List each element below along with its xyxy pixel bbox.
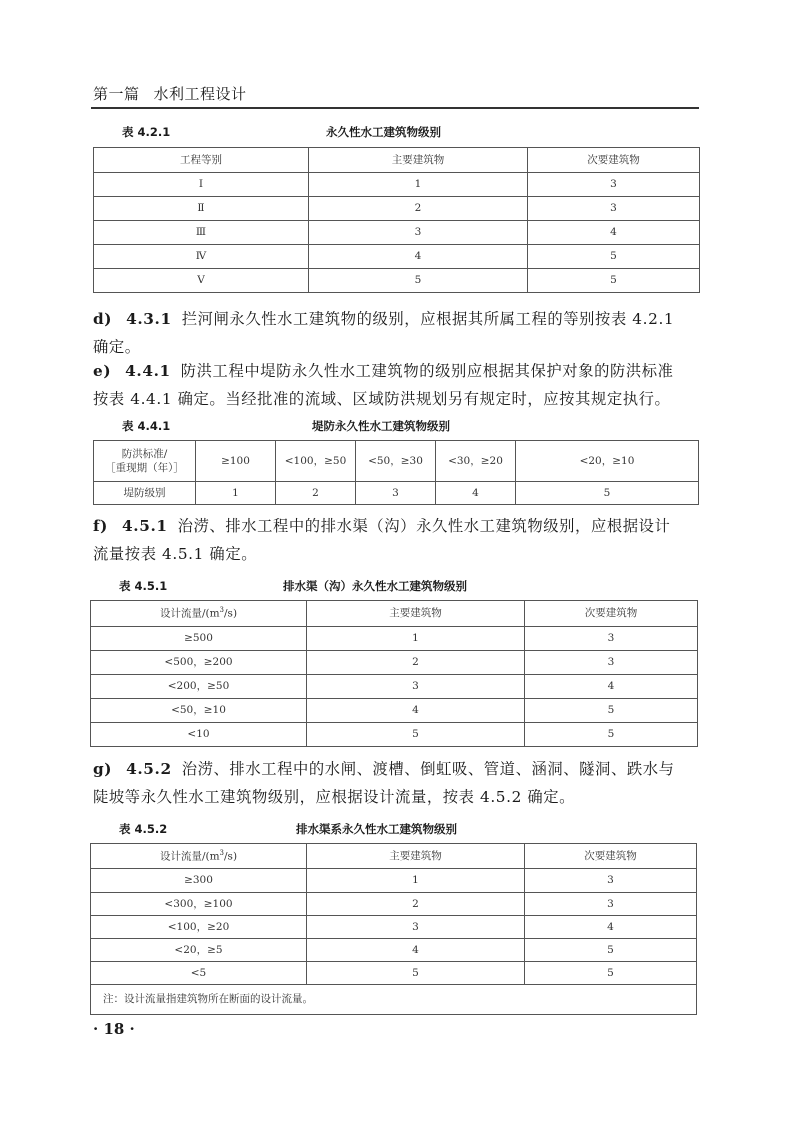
table-row	[91, 939, 697, 962]
paragraph-label: d)	[93, 310, 113, 328]
paragraph-text: 治涝、排水工程中的排水渠（沟）永久性水工建筑物级别，应根据设计	[177, 517, 671, 535]
header-text: 设计流量/(m	[159, 850, 220, 863]
cell: ≥500	[91, 627, 307, 651]
running-head	[93, 83, 247, 104]
cell: <5	[91, 962, 307, 985]
cell: ≥300	[91, 869, 307, 893]
cell: <100，≥20	[91, 916, 307, 939]
paragraph-text-continued: 陡坡等永久性水工建筑物级别，应根据设计流量，按表 4.5.2 确定。	[93, 788, 576, 806]
cell: <50，≥30	[356, 441, 436, 482]
cell: 5	[525, 939, 697, 962]
header-cell: 次要建筑物	[528, 148, 700, 173]
cell: 1	[309, 173, 528, 197]
cell: <500，≥200	[91, 651, 307, 675]
cell: 3	[525, 893, 697, 916]
table-row	[94, 173, 700, 197]
page-number: · 18 ·	[93, 1020, 135, 1038]
table-row	[91, 699, 698, 723]
table-header-row	[91, 844, 697, 869]
header-cell: 次要建筑物	[525, 844, 697, 869]
row-label-cell	[94, 441, 196, 482]
table-4-5-2-number: 表 4.5.2	[119, 822, 168, 836]
cell: 4	[309, 245, 528, 269]
paragraph-label: f)	[93, 517, 109, 535]
table-row	[91, 893, 697, 916]
table-row	[94, 197, 700, 221]
table-note: 注：设计流量指建筑物所在断面的设计流量。	[91, 985, 697, 1015]
cell: 5	[307, 962, 525, 985]
cell: 5	[307, 723, 525, 747]
cell: <20，≥5	[91, 939, 307, 962]
row-label-cell: 堤防级别	[94, 482, 196, 505]
clause-number: 4.5.1	[122, 517, 168, 535]
cell: 2	[276, 482, 356, 505]
cell: 3	[307, 675, 525, 699]
header-text: 设计流量/(m	[159, 607, 220, 620]
cell: 3	[525, 651, 698, 675]
paragraph-text-continued: 流量按表 4.5.1 确定。	[93, 545, 258, 563]
cell: 3	[528, 197, 700, 221]
header-cell-flow	[91, 601, 307, 627]
cell: Ⅴ	[94, 269, 309, 293]
cell: <30，≥20	[436, 441, 516, 482]
table-row	[94, 269, 700, 293]
cell: 4	[525, 675, 698, 699]
cell: 3	[356, 482, 436, 505]
running-head-title: 水利工程设计	[153, 85, 247, 103]
cell: 4	[436, 482, 516, 505]
paragraph-f	[93, 512, 701, 568]
header-cell: 主要建筑物	[307, 844, 525, 869]
cell: 3	[307, 916, 525, 939]
paragraph-text: 治涝、排水工程中的水闸、渡槽、倒虹吸、管道、涵洞、隧洞、跌水与	[181, 760, 675, 778]
table-row	[91, 962, 697, 985]
cell: 1	[196, 482, 276, 505]
cell: <50，≥10	[91, 699, 307, 723]
header-rule	[91, 107, 699, 109]
cell: 5	[525, 699, 698, 723]
table-row	[91, 651, 698, 675]
table-row-flood-standard	[94, 441, 699, 482]
cell: <10	[91, 723, 307, 747]
table-row	[94, 245, 700, 269]
cell: 5	[309, 269, 528, 293]
cell: Ⅰ	[94, 173, 309, 197]
table-row	[91, 675, 698, 699]
paragraph-d	[93, 305, 701, 361]
header-cell: 主要建筑物	[309, 148, 528, 173]
cell: 4	[525, 916, 697, 939]
cell: 4	[528, 221, 700, 245]
cell: 3	[525, 627, 698, 651]
superscript: 3	[219, 606, 225, 615]
cell: <20，≥10	[516, 441, 699, 482]
table-4-2-1	[93, 147, 700, 293]
table-4-4-1-number: 表 4.4.1	[122, 419, 171, 433]
cell: 1	[307, 869, 525, 893]
clause-number: 4.5.2	[126, 760, 172, 778]
clause-number: 4.3.1	[126, 310, 172, 328]
paragraph-text: 拦河闸永久性水工建筑物的级别，应根据其所属工程的等别按表 4.2.1	[181, 310, 675, 328]
header-cell: 主要建筑物	[307, 601, 525, 627]
table-row	[91, 723, 698, 747]
cell: 2	[307, 893, 525, 916]
running-head-part: 第一篇	[93, 85, 140, 103]
paragraph-g	[93, 755, 701, 811]
superscript: 3	[219, 848, 225, 857]
header-cell: 工程等别	[94, 148, 309, 173]
table-row	[91, 627, 698, 651]
table-4-5-1-number: 表 4.5.1	[119, 579, 168, 593]
header-text: /s)	[224, 607, 238, 620]
table-4-5-2	[90, 843, 697, 1015]
header-text: /s)	[224, 850, 238, 863]
row-label-line: ［重现期（年）］	[105, 462, 184, 474]
row-label-line: 防洪标准/	[121, 447, 168, 460]
table-4-5-1-title: 排水渠（沟）永久性水工建筑物级别	[283, 579, 467, 593]
table-row	[91, 916, 697, 939]
paragraph-label: e)	[93, 362, 112, 380]
table-row-levee-grade	[94, 482, 699, 505]
table-4-4-1-title: 堤防永久性水工建筑物级别	[312, 419, 450, 433]
paragraph-text: 防洪工程中堤防永久性水工建筑物的级别应根据其保护对象的防洪标准	[180, 362, 674, 380]
table-4-5-1	[90, 600, 698, 747]
table-row	[94, 221, 700, 245]
cell: ≥100	[196, 441, 276, 482]
paragraph-e	[93, 357, 701, 413]
table-4-4-1	[93, 440, 699, 505]
cell: 3	[528, 173, 700, 197]
cell: Ⅲ	[94, 221, 309, 245]
header-cell: 次要建筑物	[525, 601, 698, 627]
cell: Ⅱ	[94, 197, 309, 221]
table-header-row	[91, 601, 698, 627]
header-cell-flow	[91, 844, 307, 869]
clause-number: 4.4.1	[125, 362, 171, 380]
table-header-row	[94, 148, 700, 173]
cell: 5	[528, 245, 700, 269]
paragraph-text-continued: 按表 4.4.1 确定。当经批准的流域、区域防洪规划另有规定时，应按其规定执行。	[93, 390, 671, 408]
cell: 3	[309, 221, 528, 245]
cell: <200，≥50	[91, 675, 307, 699]
paragraph-label: g)	[93, 760, 113, 778]
cell: 2	[309, 197, 528, 221]
table-row	[91, 869, 697, 893]
cell: 5	[516, 482, 699, 505]
cell: 5	[525, 962, 697, 985]
cell: 4	[307, 699, 525, 723]
table-note-row	[91, 985, 697, 1015]
cell: 5	[525, 723, 698, 747]
cell: Ⅳ	[94, 245, 309, 269]
cell: 1	[307, 627, 525, 651]
cell: 2	[307, 651, 525, 675]
cell: 3	[525, 869, 697, 893]
table-4-2-1-title: 永久性水工建筑物级别	[326, 125, 441, 139]
cell: <300，≥100	[91, 893, 307, 916]
paragraph-text-continued: 确定。	[93, 338, 141, 356]
cell: <100，≥50	[276, 441, 356, 482]
cell: 5	[528, 269, 700, 293]
table-4-2-1-number: 表 4.2.1	[122, 125, 171, 139]
table-4-5-2-title: 排水渠系永久性水工建筑物级别	[296, 822, 457, 836]
cell: 4	[307, 939, 525, 962]
